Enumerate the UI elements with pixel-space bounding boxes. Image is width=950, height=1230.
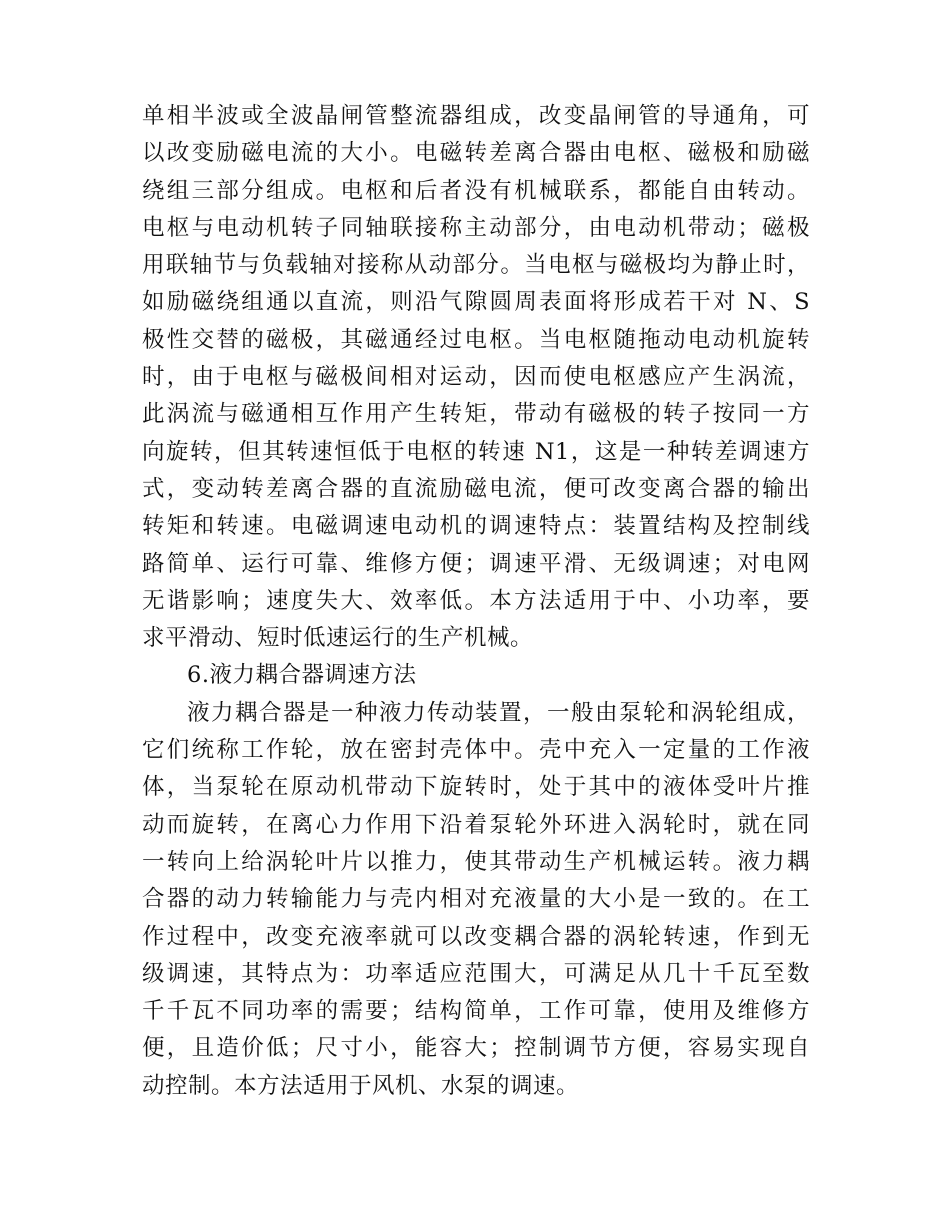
text-line: 求平滑动、短时低速运行的生产机械。 [142, 625, 534, 652]
text-line: 它们统称工作轮，放在密封壳体中。壳中充入一定量的工作液 [142, 737, 810, 764]
text-line: 液力耦合器是一种液力传动装置，一般由泵轮和涡轮组成， [187, 699, 810, 726]
text-line: 向旋转，但其转速恒低于电枢的转速 N1，这是一种转差调速方 [142, 438, 810, 465]
text-line: 极性交替的磁极，其磁通经过电枢。当电枢随拖动电动机旋转 [142, 326, 810, 353]
text-line: 式，变动转差离合器的直流励磁电流，便可改变离合器的输出 [142, 475, 810, 502]
text-line: 用联轴节与负载轴对接称从动部分。当电枢与磁极均为静止时， [142, 252, 810, 279]
text-line: 此涡流与磁通相互作用产生转矩，带动有磁极的转子按同一方 [142, 401, 810, 428]
text-line: 体，当泵轮在原动机带动下旋转时，处于其中的液体受叶片推 [142, 774, 810, 801]
text-line: 以改变励磁电流的大小。电磁转差离合器由电枢、磁极和励磁 [142, 140, 810, 167]
paragraph-electromagnetic-speed-control [142, 98, 810, 657]
text-line: 无谐影响；速度失大、效率低。本方法适用于中、小功率，要 [142, 587, 810, 614]
text-line: 动而旋转，在离心力作用下沿着泵轮外环进入涡轮时，就在同 [142, 811, 810, 838]
paragraph-fluid-coupling [142, 695, 810, 1105]
text-line: 动控制。本方法适用于风机、水泵的调速。 [142, 1072, 580, 1099]
text-line: 如励磁绕组通以直流，则沿气隙圆周表面将形成若干对 N、S [142, 289, 810, 316]
text-line: 千千瓦不同功率的需要；结构简单，工作可靠，使用及维修方 [142, 998, 810, 1025]
document-body [142, 98, 810, 1105]
text-line: 合器的动力转输能力与壳内相对充液量的大小是一致的。在工 [142, 886, 810, 913]
section-heading: 6.液力耦合器调速方法 [187, 662, 417, 689]
text-line: 电枢与电动机转子同轴联接称主动部分，由电动机带动；磁极 [142, 214, 810, 241]
text-line: 一转向上给涡轮叶片以推力，使其带动生产机械运转。液力耦 [142, 848, 810, 875]
text-line: 级调速，其特点为：功率适应范围大，可满足从几十千瓦至数 [142, 960, 810, 987]
text-line: 单相半波或全波晶闸管整流器组成，改变晶闸管的导通角，可 [142, 103, 810, 129]
text-line: 时，由于电枢与磁极间相对运动，因而使电枢感应产生涡流， [142, 364, 810, 391]
text-line: 绕组三部分组成。电枢和后者没有机械联系，都能自由转动。 [142, 177, 810, 204]
text-line: 作过程中，改变充液率就可以改变耦合器的涡轮转速，作到无 [142, 923, 810, 950]
text-line: 转矩和转速。电磁调速电动机的调速特点：装置结构及控制线 [142, 513, 810, 540]
text-line: 便，且造价低；尺寸小，能容大；控制调节方便，容易实现自 [142, 1035, 810, 1062]
text-line: 路简单、运行可靠、维修方便；调速平滑、无级调速；对电网 [142, 550, 810, 577]
